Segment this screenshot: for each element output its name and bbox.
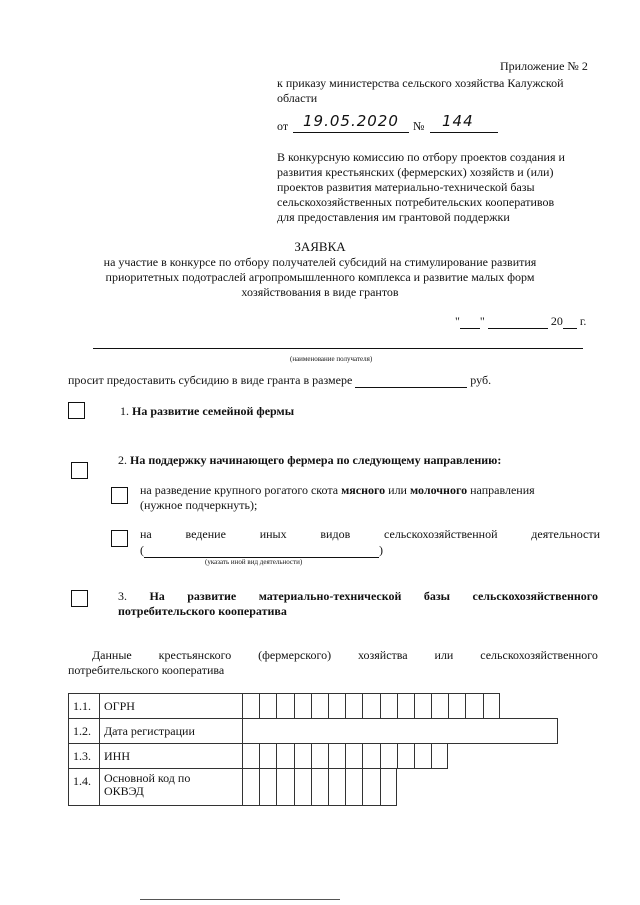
digit-cell[interactable] xyxy=(362,693,379,719)
option3-word-5: сельскохозяйственного xyxy=(472,589,598,603)
digit-cell[interactable] xyxy=(397,693,414,719)
other-word-3: иных xyxy=(259,527,287,541)
digit-cell[interactable] xyxy=(259,743,276,769)
cattle-prefix: на разведение крупного рогатого скота xyxy=(140,483,339,497)
digit-cell[interactable] xyxy=(259,693,276,719)
digit-cell[interactable] xyxy=(414,693,431,719)
addressee-line1: В конкурсную комиссию по отбору проектов создания и xyxy=(277,150,565,164)
row-number: 1.2. xyxy=(68,718,99,744)
intro-word-4: хозяйства xyxy=(358,648,408,662)
suboption-cattle-line1 xyxy=(140,483,535,498)
suboption-other-checkbox[interactable] xyxy=(111,530,128,547)
paren-open: ( xyxy=(140,543,144,557)
appendix-number: Приложение № 2 xyxy=(500,59,588,73)
option1-label: На развитие семейной фермы xyxy=(132,404,295,418)
addressee-line3: проектов развития материально-технической базы xyxy=(277,180,535,194)
row-number: 1.3. xyxy=(68,743,99,769)
document-title: ЗАЯВКА xyxy=(294,239,346,254)
digit-cell[interactable] xyxy=(294,743,311,769)
farm-data-table xyxy=(68,693,558,806)
other-word-6: деятельности xyxy=(531,527,600,541)
order-reference-line2: области xyxy=(277,91,318,105)
order-reference-line1: к приказу министерства сельского хозяйства Калужской xyxy=(277,76,564,90)
row-label: ИНН xyxy=(99,743,242,769)
other-activity-field xyxy=(140,543,383,558)
data-intro-line2: потребительского кооператива xyxy=(68,663,225,677)
option1-number: 1. xyxy=(120,404,129,418)
year-prefix: 20 xyxy=(550,314,563,328)
okved-label-line1: Основной код по xyxy=(104,771,191,785)
intro-word-3: (фермерского) xyxy=(258,648,332,662)
option3-word-3: материально-технической xyxy=(258,589,402,603)
digit-cell[interactable] xyxy=(345,743,362,769)
digit-cell[interactable] xyxy=(311,768,328,806)
recipient-name-line[interactable] xyxy=(93,348,583,349)
addressee-line4: сельскохозяйственных потребительских кооперативов xyxy=(277,195,555,209)
year-blank[interactable] xyxy=(563,314,577,329)
other-word-5: сельскохозяйственной xyxy=(384,527,498,541)
suboption-other-line1 xyxy=(140,527,600,542)
intro-word-1: Данные xyxy=(92,648,132,662)
digit-cell[interactable] xyxy=(345,768,362,806)
digit-cell[interactable] xyxy=(328,768,345,806)
digit-cell[interactable] xyxy=(294,768,311,806)
application-date-field[interactable] xyxy=(455,314,586,329)
other-word-4: видов xyxy=(320,527,351,541)
option1 xyxy=(120,404,294,419)
digit-cell[interactable] xyxy=(276,743,293,769)
digit-cell[interactable] xyxy=(431,693,448,719)
option3-line2: потребительского кооператива xyxy=(118,604,287,618)
row-label xyxy=(99,768,242,806)
title-line1: на участие в конкурсе по отбору получателей субсидий на стимулирование развития xyxy=(103,255,537,269)
option3-word-2: развитие xyxy=(187,589,237,603)
recipient-caption: (наименование получателя) xyxy=(290,355,373,363)
digit-cell[interactable] xyxy=(465,693,482,719)
order-number-field xyxy=(430,110,498,133)
digit-cell[interactable] xyxy=(362,743,379,769)
order-number-handwritten: 144 xyxy=(442,112,474,130)
digit-cell[interactable] xyxy=(362,768,379,806)
okved-label-line2: ОКВЭД xyxy=(104,784,144,798)
digit-cell[interactable] xyxy=(311,693,328,719)
suboption-cattle-checkbox[interactable] xyxy=(111,487,128,504)
cattle-or: или xyxy=(388,483,407,497)
option2 xyxy=(118,453,501,468)
digit-cell[interactable] xyxy=(448,693,465,719)
paren-close: ) xyxy=(379,543,383,557)
option3-line1 xyxy=(118,589,598,604)
digit-cell[interactable] xyxy=(345,693,362,719)
option2-label: На поддержку начинающего фермера по следующему направлению: xyxy=(130,453,502,467)
request-text: просит предоставить субсидию в виде гранта в размере xyxy=(68,373,353,387)
intro-word-2: крестьянского xyxy=(158,648,232,662)
digit-cell[interactable] xyxy=(380,743,397,769)
addressee-line2: развития крестьянских (фермерских) хозяйств и (или) xyxy=(277,165,554,179)
option3-word-4: базы xyxy=(423,589,451,603)
other-activity-caption: (указать иной вид деятельности) xyxy=(205,558,303,566)
data-intro-line1 xyxy=(92,648,598,663)
intro-word-5: или xyxy=(434,648,454,662)
digit-cell[interactable] xyxy=(242,768,259,806)
cattle-suffix: направления xyxy=(470,483,535,497)
option2-checkbox[interactable] xyxy=(71,462,88,479)
digit-cell[interactable] xyxy=(242,743,259,769)
date-label: от xyxy=(277,119,289,133)
digit-cell[interactable] xyxy=(380,693,397,719)
order-date-handwritten: 19.05.2020 xyxy=(303,112,399,130)
digit-cell[interactable] xyxy=(294,693,311,719)
other-activity-blank[interactable] xyxy=(144,543,379,558)
digit-cell[interactable] xyxy=(397,743,414,769)
digit-cell[interactable] xyxy=(483,693,500,719)
digit-cell[interactable] xyxy=(328,743,345,769)
table-row xyxy=(68,768,558,806)
option1-checkbox[interactable] xyxy=(68,402,85,419)
digit-cell[interactable] xyxy=(380,768,397,806)
quote-open: " xyxy=(455,314,460,328)
option3-checkbox[interactable] xyxy=(71,590,88,607)
digit-cell[interactable] xyxy=(276,693,293,719)
addressee-line5: для предоставления им грантовой поддержки xyxy=(277,210,510,224)
grant-amount-blank[interactable] xyxy=(355,373,467,388)
okved-cells[interactable] xyxy=(242,768,397,806)
month-blank[interactable] xyxy=(488,314,548,329)
cattle-dairy[interactable]: молочного xyxy=(409,483,468,497)
title-line3: хозяйствования в виде грантов xyxy=(241,285,399,299)
inn-cells[interactable] xyxy=(242,743,448,769)
table-row xyxy=(68,718,558,744)
option2-number: 2. xyxy=(118,453,127,467)
title-line2: приоритетных подотраслей агропромышленного комплекса и развитие малых форм xyxy=(105,270,535,284)
digit-cell[interactable] xyxy=(259,768,276,806)
ogrn-cells[interactable] xyxy=(242,693,500,719)
request-sentence xyxy=(68,373,491,388)
table-row xyxy=(68,693,558,719)
suboption-cattle-line2: (нужное подчеркнуть); xyxy=(140,498,258,512)
number-label: № xyxy=(413,119,425,133)
digit-cell[interactable] xyxy=(431,743,448,769)
currency-label: руб. xyxy=(470,373,492,387)
digit-cell[interactable] xyxy=(276,768,293,806)
quote-close: " xyxy=(479,314,485,328)
registration-date-cell[interactable] xyxy=(242,718,558,744)
day-blank[interactable] xyxy=(460,314,480,329)
row-label: Дата регистрации xyxy=(99,718,242,744)
row-label: ОГРН xyxy=(99,693,242,719)
option3-number: 3. xyxy=(118,589,127,603)
order-date-field xyxy=(293,110,409,133)
intro-word-6: сельскохозяйственного xyxy=(480,648,598,662)
digit-cell[interactable] xyxy=(414,743,431,769)
year-suffix: г. xyxy=(579,314,587,328)
other-word-1: на xyxy=(140,527,152,541)
option3-word-1: На xyxy=(149,589,165,603)
row-number: 1.4. xyxy=(68,768,99,806)
digit-cell[interactable] xyxy=(311,743,328,769)
digit-cell[interactable] xyxy=(328,693,345,719)
cattle-meat[interactable]: мясного xyxy=(341,483,386,497)
row-number: 1.1. xyxy=(68,693,99,719)
table-row xyxy=(68,743,558,769)
footer-rule xyxy=(140,899,340,900)
digit-cell[interactable] xyxy=(242,693,259,719)
other-word-2: ведение xyxy=(185,527,226,541)
